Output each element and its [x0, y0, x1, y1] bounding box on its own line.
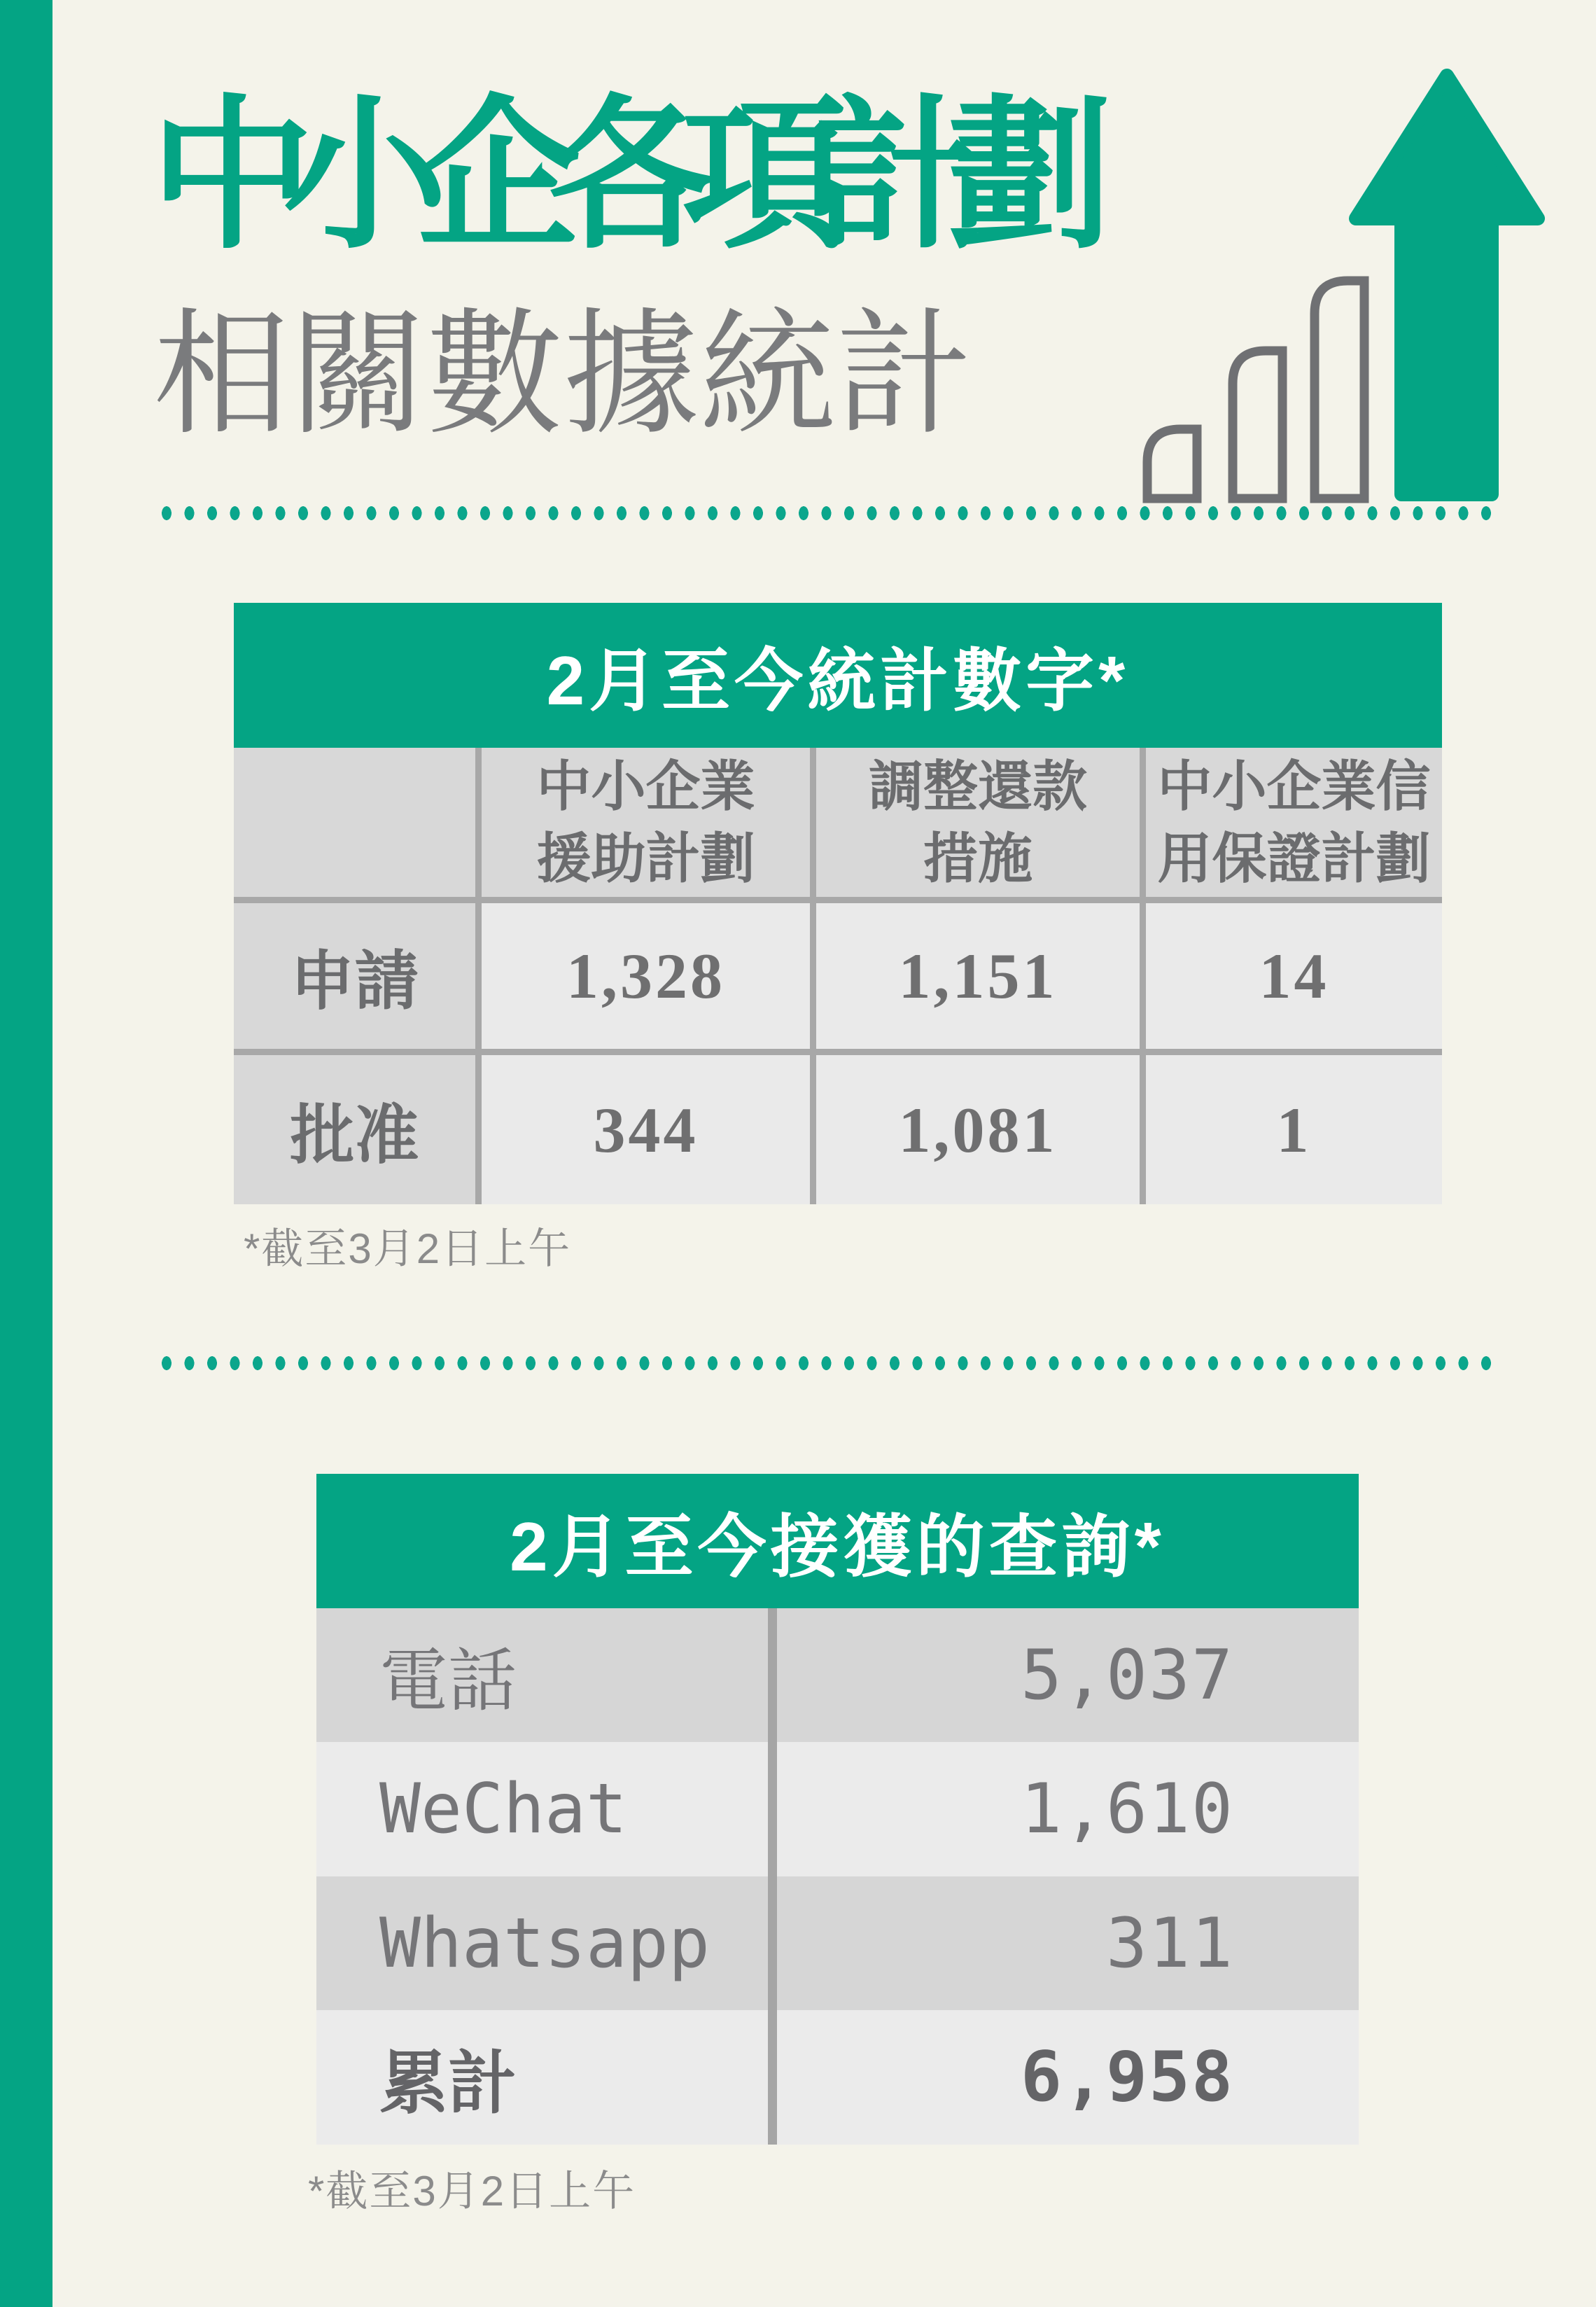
col-header-line: 用保證計劃	[1157, 827, 1431, 889]
page-subtitle: 相關數據統計	[153, 298, 972, 451]
stats-row-label-applications: 申請	[234, 903, 475, 1049]
stats-table-grid	[234, 748, 1442, 1204]
column-divider	[768, 2010, 777, 2145]
stats-value-cell: 14	[1146, 903, 1442, 1049]
stats-table-title: 2月至今統計數字*	[234, 603, 1442, 748]
dotted-divider-middle	[155, 1355, 1504, 1371]
inquiries-row-label: 電話	[316, 1608, 768, 1742]
inquiries-table-footnote: *截至3月2日上午	[308, 2168, 636, 2215]
dotted-divider-top	[155, 506, 1504, 521]
inquiries-row-phone	[316, 1608, 1359, 1742]
stats-corner-cell	[234, 748, 475, 897]
column-divider	[768, 1608, 777, 1742]
column-divider	[768, 1742, 777, 1876]
inquiries-row-value: 1,610	[777, 1742, 1359, 1876]
stats-value-cell: 1,151	[816, 903, 1140, 1049]
stats-col-header-2	[816, 748, 1140, 897]
inquiries-table	[316, 1474, 1359, 2145]
inquiries-row-value: 6,958	[777, 2010, 1359, 2145]
inquiries-table-title: 2月至今接獲的查詢*	[316, 1474, 1359, 1608]
stats-col-header-3	[1146, 748, 1442, 897]
stats-value-cell: 1	[1146, 1055, 1442, 1204]
up-arrow-icon	[1356, 76, 1538, 494]
stats-value-cell: 344	[482, 1055, 810, 1204]
column-divider	[768, 1876, 777, 2010]
inquiries-row-label: 累計	[316, 2010, 768, 2145]
col-header-line: 調整還款	[868, 755, 1087, 817]
page-title: 中小企各項計劃	[150, 83, 1081, 267]
inquiries-row-value: 5,037	[777, 1608, 1359, 1742]
stats-col-header-1	[482, 748, 810, 897]
col-header-line: 援助計劃	[536, 827, 755, 889]
inquiries-row-total	[316, 2010, 1359, 2145]
signal-bars-icon	[1147, 281, 1364, 499]
col-header-line: 措施	[923, 827, 1032, 889]
growth-bars-icon	[1134, 63, 1554, 504]
col-header-line: 中小企業	[536, 755, 755, 817]
stats-value-cell: 1,328	[482, 903, 810, 1049]
inquiries-row-label: WeChat	[316, 1742, 768, 1876]
col-header-line: 中小企業信	[1157, 755, 1431, 817]
inquiries-row-wechat	[316, 1742, 1359, 1876]
inquiries-row-label: Whatsapp	[316, 1876, 768, 2010]
left-accent-bar	[0, 0, 52, 2307]
inquiries-row-whatsapp	[316, 1876, 1359, 2010]
inquiries-row-value: 311	[777, 1876, 1359, 2010]
stats-row-label-approved: 批准	[234, 1055, 475, 1204]
stats-value-cell: 1,081	[816, 1055, 1140, 1204]
stats-table	[234, 603, 1442, 1204]
stats-table-footnote: *截至3月2日上午	[244, 1225, 572, 1272]
